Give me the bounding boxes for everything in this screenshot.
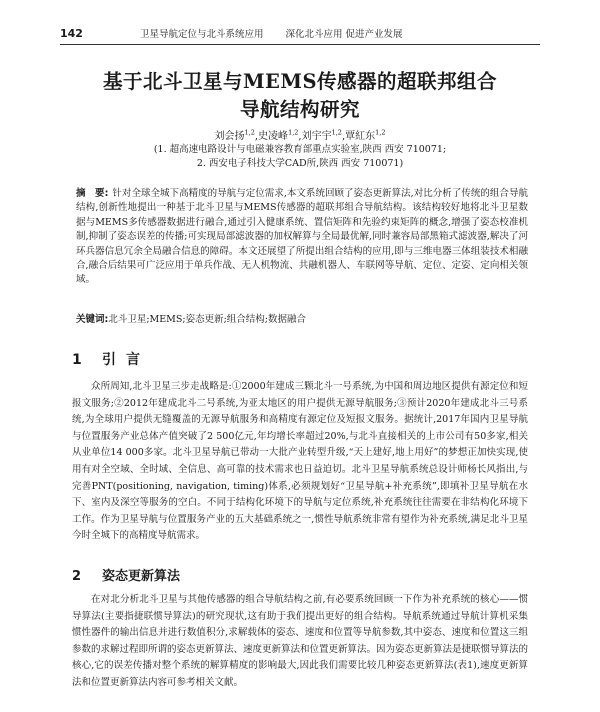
- abstract: [76, 187, 528, 288]
- affiliation-2: 2. 西安电子科技大学CAD所,陕西 西安 710071): [196, 158, 404, 169]
- author-name: 刘宇宇: [301, 131, 332, 142]
- page-number: 142: [60, 26, 83, 40]
- author-name: 史凌峰: [258, 131, 289, 142]
- article-title: [60, 68, 540, 124]
- keywords-text: 北斗卫星;MEMS;姿态更新;组合结构;数据融合: [108, 314, 307, 325]
- author-affil-mark: 1,2: [244, 128, 255, 137]
- author-affil-mark: 1,2: [375, 128, 386, 137]
- header-separator: [270, 26, 280, 41]
- abstract-text: 针对全球全城下高精度的导航与定位需求,本文系统回顾了姿态更新算法,对比分析了传统的组合导航结构,创新性地提出一种基于北斗卫星与MEMS传感器的超联邦组合导航结构。该结构较好地将北斗卫星数据与MEMS多传感器数据进行融合,通过引入健康系统、置信矩阵和先验约束矩阵的概念,增强了姿态校准机制,抑制了姿态误差的传播;可实现局部滤波器的加权解算与全局最优解,同时兼容局部黑箱式滤波器,解决了河环兵器信息冗余全局融合信息的障碍。本文还展望了所提出组合结构的应用,即与三维电器三体组装技术相融合,融合后结果可广泛应用于单兵作战、无人机物流、共融机器人、车联网等导航、定位、定姿、定向相关领域。: [76, 188, 528, 286]
- section-number: 2: [72, 569, 82, 584]
- running-header: [60, 24, 540, 42]
- section-body-introduction: 众所周知,北斗卫星三步走战略是:①2000年建成三颗北斗一号系统,为中国和周边地区提供有源定位和短报文服务;②2012年建成北斗二号系统,为亚太地区的用户提供无源导航服务;③预计2020年建成北斗三号系统,为全球用户提供无缝覆盖的无源导航服务和高精度有源定位及短报文服务。据统计,2017年国内卫星导航与位置服务产业总体产值突破了2 500亿元,年均增长率超过20%,与北斗直接相关的上市公司有50多家,相关从业单位14 000多家。北斗卫星导航已带动一大批产业转型升级,“天上建好,地上用好”的梦想正加快实现,使用有对全空域、全时域、全信息、高可靠的技术需求也日益迫切。北斗卫星导航系统总设计师杨长风指出,与完善PNT(positioning, navigation, timing)体系,必须规划好“卫星导航+补充系统”,即填补卫星导航在水下、室内及深空等服务的空白。不同于结构化环境下的导航与定位系统,补充系统往往需要在非结构化环境下工作。作为卫星导航与位置服务产业的五大基础系统之一,惯性导航系统非常有望作为补充系统,满足北斗卫星今时全城下的高精度导航需求。: [72, 381, 528, 542]
- author-affil-mark: 1,2: [288, 128, 299, 137]
- author-list: 刘会扬$^{1,2}$,史凌峰$^{1,2}$,刘宇宇$^{1,2}$,覃紅东$^{1,2}$: [214, 128, 386, 142]
- author-name: 覃紅东: [345, 131, 376, 142]
- section-body-attitude-update: 在对北分析北斗卫星与其他传感器的组合导航结构之前,有必要系统回顾一下作为补充系统的核心——惯导算法(主要指捷联惯导算法)的研究现状,这有助于我们提出更好的组合结构。导航系统通过导航计算机采集惯性器件的输出信息并进行数值积分,求解载体的姿态、速度和位置等导航参数,其中姿态、速度和位置这三组参数的求解过程即所谓的姿态更新算法、速度更新算法和位置更新算法。因为姿态更新算法是捷联惯导算法的核心,它的误差传播对整个系统的解算精度的影响最大,因此我们需要比较几种姿态更新算法(表1),速度更新算法和位置更新算法内容可参考相关文献。: [72, 594, 529, 688]
- author-name: 刘会扬: [214, 131, 245, 142]
- header-rule: [60, 44, 540, 45]
- abstract-label: 摘 要:: [76, 188, 109, 199]
- section-heading-introduction: [72, 349, 150, 369]
- section-title: 姿态更新算法: [102, 569, 181, 584]
- affiliations: [60, 143, 540, 171]
- keywords-label: 关键词:: [76, 314, 109, 325]
- section-number: 1: [72, 352, 83, 368]
- title-line-1: 基于北斗卫星与MEMS传感器的超联邦组合: [102, 70, 498, 93]
- section-heading-attitude-update: [72, 565, 180, 584]
- journal-subtitle: 深化北斗应用 促进产业发展: [285, 29, 403, 40]
- author-affil-mark: 1,2: [331, 128, 342, 137]
- section-title: 引言: [102, 352, 150, 368]
- journal-name: 卫星导航定位与北斗系统应用: [140, 29, 264, 40]
- affiliation-1: (1. 超高速电路设计与电磁兼容教育部重点实验室,陕西 西安 710071;: [153, 144, 447, 155]
- keywords: [76, 311, 528, 325]
- title-line-2: 导航结构研究: [239, 98, 360, 121]
